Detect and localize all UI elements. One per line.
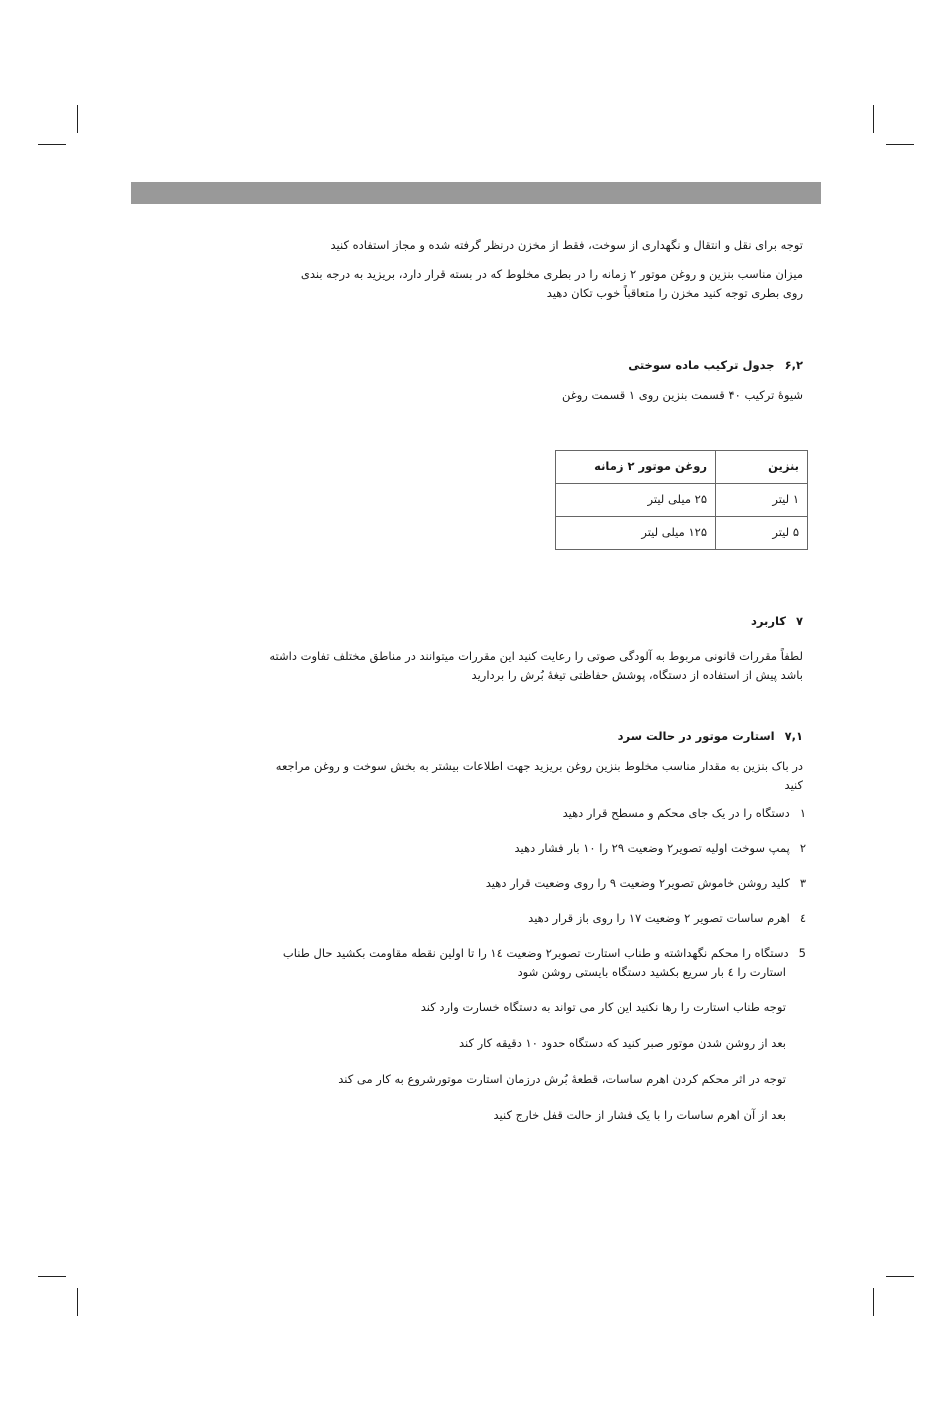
section-title: استارت موتور در حالت سرد (617, 729, 775, 743)
table-cell: ۱ لیتر (716, 484, 808, 517)
crop-mark (873, 1288, 874, 1316)
list-item: ٤اهرم ساسات تصویر ۲ وضعیت ۱۷ را روی باز قرار دهید (528, 911, 806, 925)
table-row (556, 484, 808, 517)
note-line: بعد از روشن شدن موتور صبر کنید که دستگاه حدود ۱۰ دقیقه کار کند (458, 1036, 786, 1050)
section-title: جدول ترکیب ماده سوختی (628, 358, 775, 372)
section-number: ۶,۲ (784, 358, 803, 372)
mix-method: شیوهٔ ترکیب ۴۰ قسمت بنزین روی ۱ قسمت روغن (561, 388, 803, 402)
list-item: ۳کلید روشن خاموش تصویر۲ وضعیت ۹ را روی وضعیت قرار دهید (485, 876, 806, 890)
section-title: کاربرد (750, 614, 786, 628)
table-cell: ۲۵ میلی لیتر (556, 484, 716, 517)
crop-mark (77, 105, 78, 133)
crop-mark (38, 144, 66, 145)
section-number: ۷ (795, 614, 803, 628)
usage-line: لطفاً مقررات قانونی مربوط به آلودگی صوتی را رعایت کنید این مقررات میتوانند در مناطق مختلف تفاوت داشته (269, 649, 803, 663)
cold-start-intro-line: کنید (784, 778, 803, 792)
section-heading-6-2 (200, 356, 803, 375)
note-line: توجه در اثر محکم کردن اهرم ساسات، قطعهٔ بُرش درزمان استارت موتورشروع به کار می کند (338, 1072, 786, 1086)
table-header-cell: بنزین (716, 451, 808, 484)
intro-paragraph-line: میزان مناسب بنزین و روغن موتور ۲ زمانه را در بطری مخلوط که در بسته قرار دارد، بریزید به درجه بندی (300, 267, 803, 281)
note-line: بعد از آن اهرم ساسات را با یک فشار از حالت قفل خارج کنید (493, 1108, 786, 1122)
crop-mark (886, 144, 914, 145)
intro-paragraph-line: روی بطری توجه کنید مخزن را متعاقباً خوب تکان دهید (546, 286, 803, 300)
table-cell: ۵ لیتر (716, 517, 808, 550)
crop-mark (77, 1288, 78, 1316)
page-content (200, 230, 806, 1125)
usage-line: باشد پیش از استفاده از دستگاه، پوشش حفاظتی تیغهٔ بُرش را بردارید (471, 668, 803, 682)
table-header-row (556, 451, 808, 484)
header-bar (131, 182, 821, 204)
list-item: ۲پمپ سوخت اولیه تصویر۲ وضعیت ۲۹ را ۱۰ بار فشار دهید (514, 841, 806, 855)
crop-mark (38, 1276, 66, 1277)
table-header-cell: روغن موتور ۲ زمانه (556, 451, 716, 484)
section-number: ۷,۱ (784, 729, 803, 743)
crop-mark (873, 105, 874, 133)
list-item: ۱دستگاه را در یک جای محکم و مسطح قرار دهید (562, 806, 806, 820)
fuel-mix-table (555, 450, 808, 550)
cold-start-intro-line: در باک بنزین به مقدار مناسب مخلوط بنزین روغن بریزید جهت اطلاعات بیشتر به بخش سوخت و روغن مراجعه (275, 759, 803, 773)
table-row (556, 517, 808, 550)
section-heading-7 (200, 612, 803, 631)
table-cell: ۱۲۵ میلی لیتر (556, 517, 716, 550)
list-item: 5دستگاه را محکم نگهداشته و طناب استارت تصویر۲ وضعیت ۱٤ را تا اولین نقطه مقاومت بکشید حال طناب (282, 946, 806, 960)
note-line: توجه طناب استارت را رها نکنید این کار می تواند به دستگاه خسارت وارد کند (420, 1000, 786, 1014)
intro-note: توجه برای نقل و انتقال و نگهداری از سوخت، فقط از مخزن درنظر گرفته شده و مجاز استفاده کنید (330, 238, 803, 252)
crop-mark (886, 1276, 914, 1277)
list-item-continuation: استارت را ٤ بار سریع بکشید دستگاه بایستی روشن شود (517, 965, 786, 979)
section-heading-7-1 (200, 727, 803, 746)
